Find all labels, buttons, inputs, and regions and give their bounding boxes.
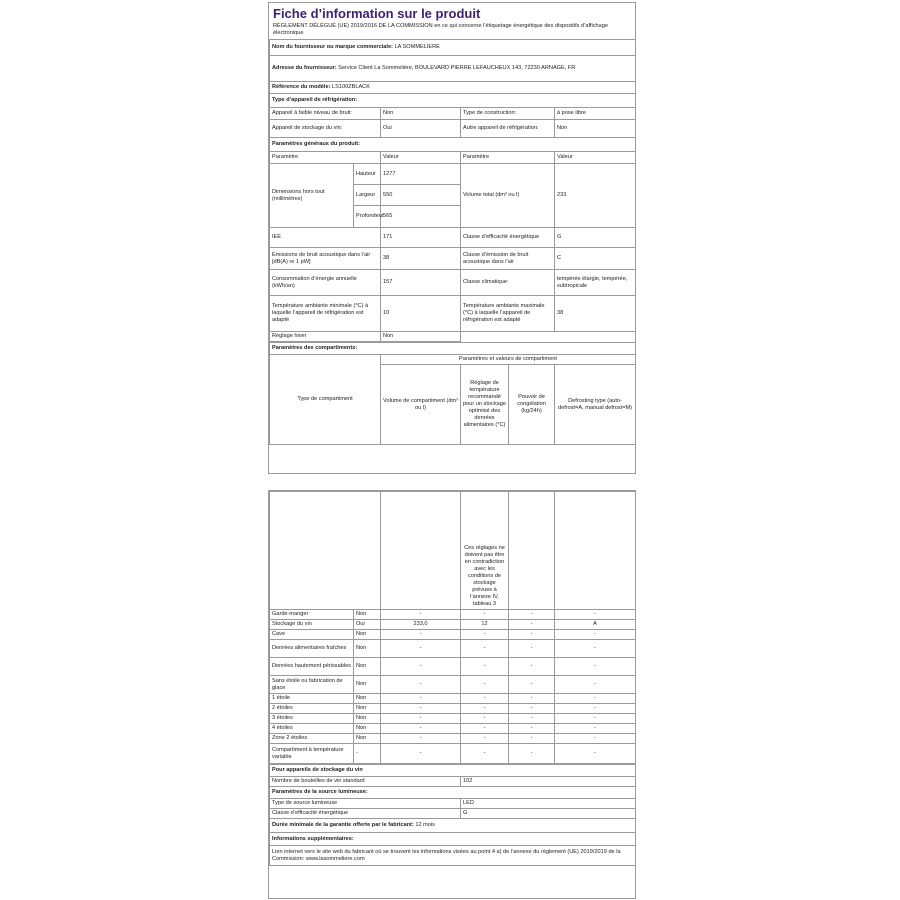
comp-volume: - [381, 676, 461, 694]
comp-name: Denrées hautement périssables [270, 658, 354, 676]
comp-freeze-continued [509, 492, 555, 610]
max-ambient-label: Température ambiante maximale (°C) à laquelle l’appareil de réfrigération est adapté [461, 296, 555, 332]
compartment-row [270, 676, 636, 694]
comp-present: Non [354, 704, 381, 714]
appliance-type-heading: Type d’appareil de réfrigération: [270, 94, 636, 108]
comp-present: Non [354, 734, 381, 744]
comp-present: Non [354, 714, 381, 724]
supplier-name-row: Nom du fournisseur ou marque commerciale: LA SOMMELIERE [270, 40, 636, 56]
min-ambient-value: 10 [381, 296, 461, 332]
compartments-header-table [269, 342, 636, 445]
depth-label: Profondeur [354, 206, 381, 228]
noise-class-value: C [555, 248, 636, 270]
comp-temp: - [461, 640, 509, 658]
compartment-row [270, 734, 636, 744]
comp-defrost: - [555, 694, 636, 704]
comp-temp: - [461, 744, 509, 764]
comp-volume-header: Volume de compartiment (dm³ ou l) [381, 365, 461, 445]
bottles-label: Nombre de bouteilles de vin standard [270, 777, 461, 787]
compartment-row [270, 724, 636, 734]
comp-name: Garde-manger [270, 610, 354, 620]
comp-defrost-continued [555, 492, 636, 610]
comp-temp: - [461, 714, 509, 724]
comp-name: Compartiment à température variable [270, 744, 354, 764]
comp-values-heading: Paramètres et valeurs de compartiment [381, 355, 636, 365]
comp-volume-continued [381, 492, 461, 610]
wine-storage-label: Appareil de stockage du vin: [270, 120, 381, 138]
low-noise-value: Non [381, 108, 461, 120]
comp-volume: - [381, 630, 461, 640]
comp-temp: - [461, 676, 509, 694]
col-value-header-2: Valeur [555, 152, 636, 164]
comp-freeze: - [509, 734, 555, 744]
comp-defrost: - [555, 704, 636, 714]
extra-heading: Informations supplémentaires: [270, 833, 636, 846]
comp-defrost: - [555, 714, 636, 724]
light-class-value: G [461, 809, 636, 819]
compartment-row [270, 658, 636, 676]
energy-class-value: G [555, 228, 636, 248]
min-ambient-label: Température ambiante minimale (°C) à laquelle l’appareil de réfrigération est adapté [270, 296, 381, 332]
comp-name: Zone 2 étoiles [270, 734, 354, 744]
compartment-row [270, 630, 636, 640]
product-sheet-page-2 [268, 490, 636, 899]
comp-name: 2 étoiles [270, 704, 354, 714]
max-ambient-value: 38 [555, 296, 636, 332]
col-param-header: Paramètre [270, 152, 381, 164]
compartment-row [270, 694, 636, 704]
light-type-value: LED [461, 799, 636, 809]
comp-volume: 233,0 [381, 620, 461, 630]
comp-temp: - [461, 704, 509, 714]
noise-class-label: Classe d’émission de bruit acoustique dans l’air [461, 248, 555, 270]
comp-defrost: - [555, 658, 636, 676]
width-label: Largeur [354, 185, 381, 206]
noise-emission-value: 38 [381, 248, 461, 270]
comp-volume: - [381, 724, 461, 734]
comp-freeze: - [509, 630, 555, 640]
comp-temp: - [461, 630, 509, 640]
compartments-table [269, 491, 636, 764]
comp-volume: - [381, 610, 461, 620]
comp-type-header: Type de compartiment [270, 355, 381, 445]
light-heading: Paramètres de la source lumineuse: [270, 787, 636, 799]
comp-name: 4 étoiles [270, 724, 354, 734]
general-table [269, 39, 636, 342]
comp-present: Non [354, 694, 381, 704]
regulation-intro: RÈGLEMENT DÉLÉGUÉ (UE) 2019/2016 DE LA COMMISSION en ce qui concerne l’étiquetage énergétique des dispositifs d’affichage électronique [273, 23, 608, 36]
comp-temp-note: Ces réglages ne doivent pas être en contradiction avec les conditions de stockage prévues à l’annexe IV, tableau 3 [461, 492, 509, 610]
comp-temp: - [461, 734, 509, 744]
compartments-heading: Paramètres des compartiments: [270, 343, 636, 355]
comp-defrost: - [555, 734, 636, 744]
warranty-row: Durée minimale de la garantie offerte par le fabricant: 12 mois [270, 819, 636, 833]
supplier-name: LA SOMMELIERE [394, 44, 440, 50]
comp-present: Oui [354, 620, 381, 630]
wine-storage-value: Oui [381, 120, 461, 138]
compartment-row [270, 620, 636, 630]
comp-defrost: - [555, 724, 636, 734]
comp-volume: - [381, 734, 461, 744]
comp-present: Non [354, 676, 381, 694]
extra-info-text: Lien internet vers le site web du fabricant où se trouvent les informations visées au point 4 a) de l’annexe du règlement (UE) 2019/2019 de la Commission: www.lasommeliere.com [270, 846, 636, 866]
comp-temp: - [461, 658, 509, 676]
iee-value: 171 [381, 228, 461, 248]
comp-freeze: - [509, 744, 555, 764]
noise-emission-label: Émissions de bruit acoustique dans l’air [dB(A) re 1 pW] [270, 248, 381, 270]
col-param-header-2: Paramètre [461, 152, 555, 164]
comp-freeze: - [509, 714, 555, 724]
comp-volume: - [381, 640, 461, 658]
comp-freeze: - [509, 724, 555, 734]
total-volume-value: 233 [555, 164, 636, 228]
comp-temp: 12 [461, 620, 509, 630]
annual-energy-value: 157 [381, 270, 461, 296]
comp-present: Non [354, 640, 381, 658]
model-ref-row: Référence du modèle: LS100ZBLACK [270, 82, 636, 94]
comp-present: Non [354, 724, 381, 734]
comp-defrost: - [555, 676, 636, 694]
comp-present: Non [354, 658, 381, 676]
comp-name: 1 étoile [270, 694, 354, 704]
construction-value: à pose libre [555, 108, 636, 120]
comp-freeze: - [509, 658, 555, 676]
climate-class-label: Classe climatique: [461, 270, 555, 296]
comp-freeze: - [509, 704, 555, 714]
compartment-row [270, 704, 636, 714]
comp-volume: - [381, 694, 461, 704]
comp-temp: - [461, 724, 509, 734]
other-appliance-label: Autre appareil de réfrigération: [461, 120, 555, 138]
construction-label: Type de construction: [461, 108, 555, 120]
height-label: Hauteur [354, 164, 381, 185]
height-value: 1277 [381, 164, 461, 185]
comp-freeze: - [509, 676, 555, 694]
climate-class-value: tempérée élargie, tempérée, subtropicale [555, 270, 636, 296]
supplier-address: Service Client La Sommelière, BOULEVARD PIERRE LEFAUCHEUX 143, 72230 ARNAGE, FR [338, 65, 576, 71]
blank-cell [461, 332, 636, 342]
total-volume-label: Volume total (dm³ ou l) [461, 164, 555, 228]
comp-volume: - [381, 744, 461, 764]
comp-name: Denrées alimentaires fraîches [270, 640, 354, 658]
comp-volume: - [381, 658, 461, 676]
light-type-label: Type de source lumineuse [270, 799, 461, 809]
other-appliance-value: Non [555, 120, 636, 138]
low-noise-label: Appareil à faible niveau de bruit: [270, 108, 381, 120]
comp-temp: - [461, 610, 509, 620]
comp-temp-header: Réglage de température recommandé pour un stockage optimisé des denrées alimentaires (°C) [461, 365, 509, 445]
comp-freeze: - [509, 694, 555, 704]
general-params-heading: Paramètres généraux du produit: [270, 138, 636, 152]
comp-name: 3 étoiles [270, 714, 354, 724]
comp-freeze: - [509, 640, 555, 658]
winter-value: Non [381, 332, 461, 342]
compartment-row [270, 714, 636, 724]
comp-present: - [354, 744, 381, 764]
energy-class-label: Classe d’efficacité énergétique [461, 228, 555, 248]
bottles-value: 102 [461, 777, 636, 787]
bottom-table [269, 764, 636, 866]
light-class-label: Classe d’efficacité énergétique [270, 809, 461, 819]
comp-name: Stockage du vin [270, 620, 354, 630]
comp-name: Sans étoile ou fabrication de glace [270, 676, 354, 694]
winter-label: Réglage hiver [270, 332, 381, 342]
compartment-rows [270, 610, 636, 764]
comp-volume: - [381, 714, 461, 724]
comp-defrost: - [555, 744, 636, 764]
page-title: Fiche d’information sur le produit [273, 6, 481, 21]
comp-freeze: - [509, 610, 555, 620]
product-sheet-page-1 [268, 2, 636, 474]
comp-type-continued [270, 492, 381, 610]
comp-temp: - [461, 694, 509, 704]
iee-label: IEE [270, 228, 381, 248]
comp-defrost: - [555, 640, 636, 658]
warranty-value: 12 mois [415, 822, 435, 828]
depth-value: 565 [381, 206, 461, 228]
comp-present: Non [354, 610, 381, 620]
comp-freeze: - [509, 620, 555, 630]
supplier-address-row: Adresse du fournisseur: Service Client La Sommelière, BOULEVARD PIERRE LEFAUCHEUX 143, 72230 ARNAGE, FR [270, 56, 636, 82]
comp-name: Cave [270, 630, 354, 640]
comp-freeze-header: Pouvoir de congélation (kg/24h) [509, 365, 555, 445]
model-ref: LS100ZBLACK [332, 84, 370, 90]
comp-present: Non [354, 630, 381, 640]
wine-heading: Pour appareils de stockage du vin [270, 765, 636, 777]
comp-defrost-header: Defrosting type (auto-defrost=A, manual defrost=M) [555, 365, 636, 445]
dimensions-label: Dimensions hors tout (millimètres) [270, 164, 354, 228]
col-value-header: Valeur [381, 152, 461, 164]
annual-energy-label: Consommation d’énergie annuelle (kWh/an) [270, 270, 381, 296]
comp-defrost: - [555, 630, 636, 640]
comp-defrost: - [555, 610, 636, 620]
compartment-row [270, 640, 636, 658]
compartment-row [270, 744, 636, 764]
compartment-row [270, 610, 636, 620]
width-value: 550 [381, 185, 461, 206]
comp-defrost: A [555, 620, 636, 630]
comp-volume: - [381, 704, 461, 714]
